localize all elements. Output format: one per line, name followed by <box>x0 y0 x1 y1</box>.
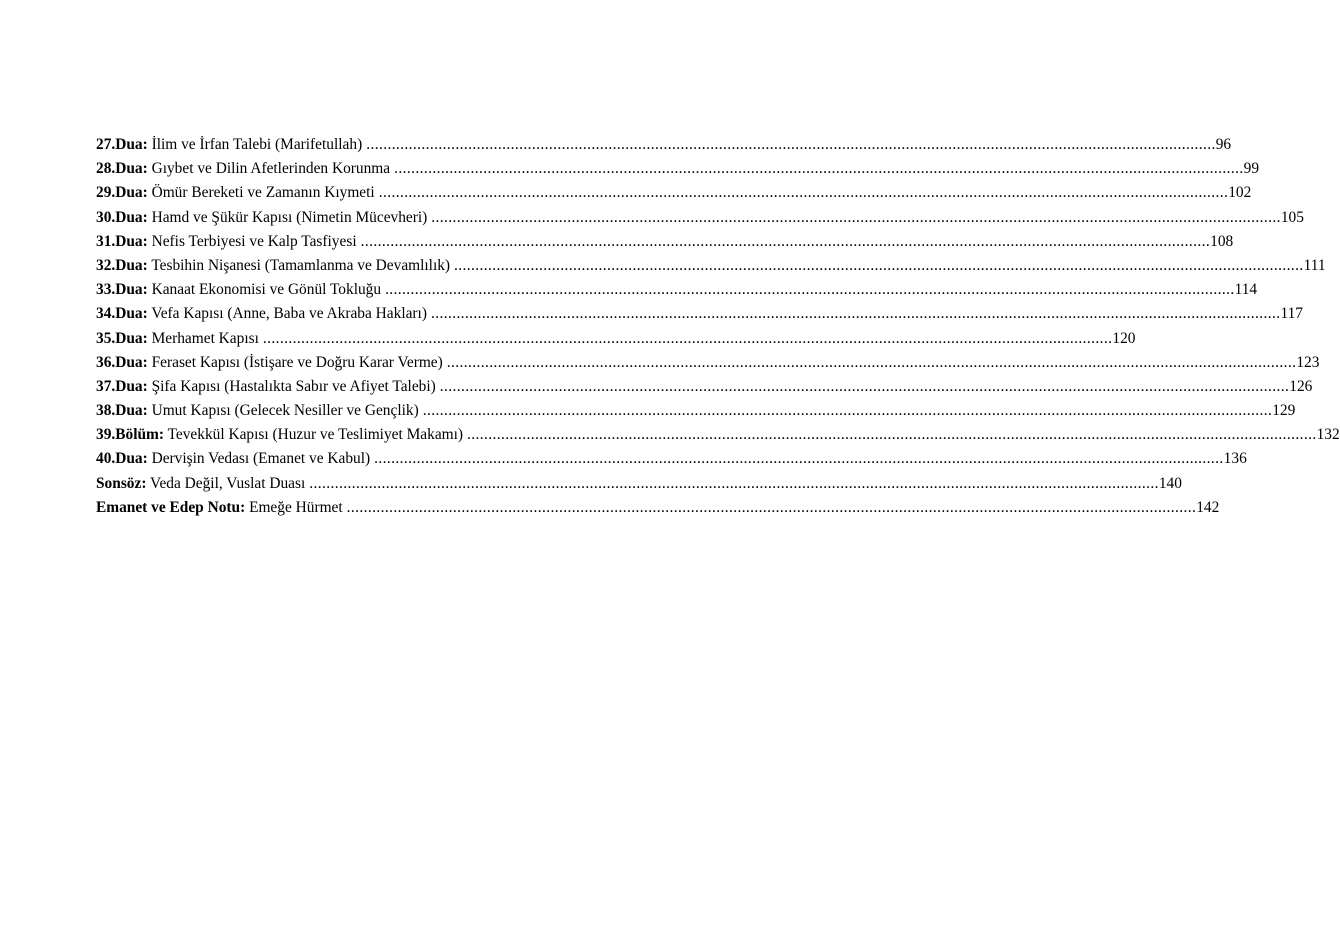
dot-leader: ........................................................................................................................................................................................................ <box>394 160 1244 178</box>
toc-entry-sonsoz[interactable] <box>96 472 1182 496</box>
toc-page-number: 117 <box>1280 305 1303 323</box>
toc-page-number: 114 <box>1234 281 1258 299</box>
toc-entry-title: Veda Değil, Vuslat Duası <box>150 474 306 492</box>
toc-entry-34[interactable] <box>96 302 1303 326</box>
toc-entry-title: Ömür Bereketi ve Zamanın Kıymeti <box>151 184 375 202</box>
toc-entry-title: İlim ve İrfan Talebi (Marifetullah) <box>151 136 363 153</box>
toc-entry-label: Emanet ve Edep Notu: <box>96 498 246 516</box>
toc-page-number: 123 <box>1296 353 1320 371</box>
dot-leader: ........................................................................................................................................................................................................ <box>378 184 1229 202</box>
dot-leader: ........................................................................................................................................................................................................ <box>366 136 1216 153</box>
toc-entry-33[interactable] <box>96 278 1258 302</box>
toc-entry-label: Sonsöz: <box>96 474 147 492</box>
dot-leader: ........................................................................................................................................................................................................ <box>422 402 1273 420</box>
toc-entry-label: 36.Dua: <box>96 353 148 371</box>
toc-entry-label: 34.Dua: <box>96 305 148 323</box>
toc-entry-label: 38.Dua: <box>96 402 148 420</box>
toc-entry-title: Şifa Kapısı (Hastalıkta Sabır ve Afiyet Talebi) <box>151 377 436 395</box>
toc-entry-title: Hamd ve Şükür Kapısı (Nimetin Mücevheri) <box>151 208 428 226</box>
toc-entry-title: Kanaat Ekonomisi ve Gönül Tokluğu <box>151 281 382 299</box>
toc-entry-title: Umut Kapısı (Gelecek Nesiller ve Gençlik) <box>151 402 419 420</box>
toc-entry-text <box>96 375 436 399</box>
toc-entry-title: Nefis Terbiyesi ve Kalp Tasfiyesi <box>151 232 357 250</box>
toc-entry-label: 30.Dua: <box>96 208 148 226</box>
dot-leader: ........................................................................................................................................................................................................ <box>439 377 1290 395</box>
toc-entry-36[interactable] <box>96 351 1320 375</box>
toc-page-number: 142 <box>1196 498 1220 516</box>
toc-entry-label: 35.Dua: <box>96 329 148 347</box>
toc-entry-text <box>96 496 343 520</box>
toc-page-number: 111 <box>1303 256 1326 274</box>
toc-entry-title: Emeğe Hürmet <box>249 498 343 516</box>
toc-entry-text <box>96 423 463 447</box>
dot-leader: ........................................................................................................................................................................................................ <box>346 498 1197 516</box>
toc-entry-text <box>96 206 427 230</box>
toc-entry-40[interactable] <box>96 447 1247 471</box>
toc-page-number: 132 <box>1316 426 1340 444</box>
toc-page-number: 129 <box>1272 402 1296 420</box>
toc-entry-text <box>96 254 450 278</box>
toc-entry-label: 28.Dua: <box>96 160 148 178</box>
toc-entry-title: Merhamet Kapısı <box>151 329 259 347</box>
toc-entry-title: Tevekkül Kapısı (Huzur ve Teslimiyet Makamı) <box>167 426 464 444</box>
toc-entry-label: 37.Dua: <box>96 377 148 395</box>
toc-entry-text <box>96 399 419 423</box>
toc-entry-text <box>96 278 381 302</box>
toc-entry-27[interactable] <box>96 133 1232 157</box>
dot-leader: ........................................................................................................................................................................................................ <box>454 256 1304 274</box>
toc-entry-37[interactable] <box>96 375 1313 399</box>
toc-page-number: 105 <box>1280 208 1304 226</box>
toc-entry-label: 32.Dua: <box>96 256 148 274</box>
toc-entry-label: 29.Dua: <box>96 184 148 202</box>
dot-leader: ........................................................................................................................................................................................................ <box>309 474 1159 492</box>
toc-entry-29[interactable] <box>96 181 1252 205</box>
toc-page-number: 102 <box>1228 184 1252 202</box>
toc-entry-label: 40.Dua: <box>96 450 148 468</box>
toc-page-number: 140 <box>1158 474 1182 492</box>
toc-page-number: 99 <box>1243 160 1260 178</box>
toc-entry-label: 31.Dua: <box>96 232 148 250</box>
toc-entry-text <box>96 302 427 326</box>
toc-page-number: 120 <box>1112 329 1136 347</box>
dot-leader: ........................................................................................................................................................................................................ <box>431 208 1281 226</box>
toc-page-number: 108 <box>1210 232 1234 250</box>
toc-entry-text <box>96 327 259 351</box>
toc-entry-32[interactable] <box>96 254 1326 278</box>
toc-entry-30[interactable] <box>96 206 1304 230</box>
toc-entry-emanet-edep[interactable] <box>96 496 1220 520</box>
toc-entry-title: Feraset Kapısı (İstişare ve Doğru Karar Verme) <box>151 353 443 371</box>
toc-page-number: 126 <box>1289 377 1313 395</box>
dot-leader: ........................................................................................................................................................................................................ <box>385 281 1235 299</box>
toc-entry-38[interactable] <box>96 399 1296 423</box>
toc-entry-35[interactable] <box>96 327 1136 351</box>
toc-entry-label: 39.Bölüm: <box>96 426 164 444</box>
toc-entry-title: Tesbihin Nişanesi (Tamamlanma ve Devamlılık) <box>151 256 451 274</box>
dot-leader: ........................................................................................................................................................................................................ <box>446 353 1297 371</box>
toc-entry-39[interactable] <box>96 423 1340 447</box>
dot-leader: ........................................................................................................................................................................................................ <box>360 232 1211 250</box>
toc-entry-28[interactable] <box>96 157 1260 181</box>
dot-leader: ........................................................................................................................................................................................................ <box>374 450 1224 468</box>
toc-entry-text <box>96 157 390 181</box>
toc-page-number: 96 <box>1215 136 1232 153</box>
toc-entry-text <box>96 133 362 157</box>
toc-entry-label: 27.Dua: <box>96 136 148 153</box>
toc-entry-title: Gıybet ve Dilin Afetlerinden Korunma <box>151 160 391 178</box>
toc-entry-text <box>96 181 375 205</box>
toc-entry-title: Vefa Kapısı (Anne, Baba ve Akraba Hakları) <box>151 305 427 323</box>
dot-leader: ........................................................................................................................................................................................................ <box>262 329 1113 347</box>
dot-leader: ........................................................................................................................................................................................................ <box>467 426 1317 444</box>
table-of-contents <box>96 133 1340 520</box>
toc-entry-label: 33.Dua: <box>96 281 148 299</box>
toc-page-number: 136 <box>1223 450 1247 468</box>
dot-leader: ........................................................................................................................................................................................................ <box>430 305 1281 323</box>
toc-entry-text <box>96 447 370 471</box>
toc-entry-title: Dervişin Vedası (Emanet ve Kabul) <box>151 450 371 468</box>
toc-entry-text <box>96 351 443 375</box>
toc-entry-31[interactable] <box>96 230 1234 254</box>
toc-entry-text <box>96 472 305 496</box>
toc-entry-text <box>96 230 357 254</box>
